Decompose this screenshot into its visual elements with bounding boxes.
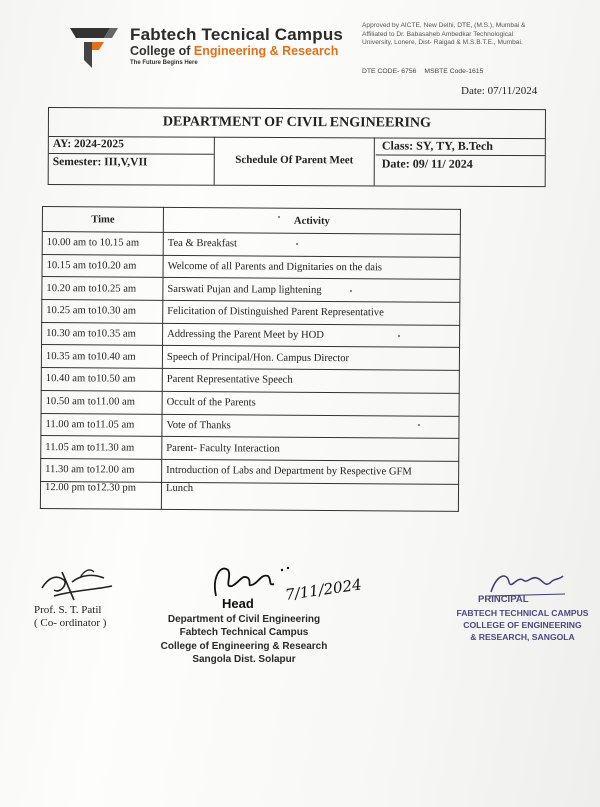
table-row [41, 413, 459, 439]
header-box [48, 107, 546, 187]
table-row [41, 390, 459, 416]
principal-stamp-line-2: COLLEGE OF ENGINEERING [463, 620, 582, 630]
table-row [41, 368, 459, 394]
time-cell: 12.00 pm to12.30 pm [40, 481, 161, 509]
activity-cell: Felicitation of Distinguished Parent Representative [163, 300, 460, 325]
time-cell: 10.00 am to 10.15 am [42, 232, 163, 256]
coordinator-role: ( Co- ordinator ) [34, 617, 107, 629]
activity-cell: Tea & Breakfast [163, 232, 460, 257]
activity-cell: Parent Representative Speech [162, 368, 459, 393]
class-info: Class: SY, TY, B.Tech [376, 137, 545, 156]
coordinator-name: Prof. S. T. Patil [34, 604, 102, 616]
header-right-cell [376, 137, 545, 186]
paper-speck [278, 216, 280, 218]
meet-date: Date: 09/ 11/ 2024 [381, 156, 473, 171]
academic-year: AY: 2024-2025 [49, 136, 214, 155]
time-cell: 10.20 am to10.25 am [42, 277, 163, 301]
activity-cell: Parent- Faculty Interaction [162, 437, 459, 462]
table-row [41, 345, 459, 371]
time-cell: 10.40 am to10.50 am [41, 368, 162, 392]
college-name [130, 44, 338, 58]
time-cell: 10.15 am to10.20 am [42, 254, 163, 278]
department-title: DEPARTMENT OF CIVIL ENGINEERING [49, 108, 545, 139]
activity-cell: Welcome of all Parents and Dignitaries on the dais [163, 255, 460, 280]
msbte-code: MSBTE Code-1615 [424, 68, 484, 75]
head-line-location: Sangola Dist. Solapur [192, 654, 296, 665]
head-line-campus: Fabtech Technical Campus [179, 627, 309, 638]
institute-name: Fabtech Tecnical Campus [130, 25, 344, 44]
approval-text: Approved by AICTE, New Delhi, DTE, (M.S.), Mumbai & Affiliated to Dr. Babasaheb Ambedkar Technological University, Lonere, Dist- Raigad & M.S.B.T.E., Mumbai. [362, 22, 526, 47]
header-left-cell [49, 136, 215, 185]
college-prefix: College of [130, 44, 194, 58]
table-row [42, 322, 460, 348]
time-cell: 10.35 am to10.40 am [41, 345, 162, 369]
time-cell: 10.50 am to11.00 am [41, 390, 162, 414]
head-label: Head [222, 596, 254, 611]
paper-speck [350, 290, 352, 292]
table-row [42, 232, 460, 258]
activity-cell: Vote of Thanks [162, 414, 459, 439]
activity-cell: Addressing the Parent Meet by HOD [163, 323, 460, 348]
letter-date: Date: 07/11/2024 [461, 85, 538, 97]
principal-stamp-line-1: FABTECH TECHNICAL CAMPUS [456, 608, 589, 618]
time-cell: 11.05 am to11.30 am [41, 436, 162, 460]
time-cell: 11.30 am to12.00 am [41, 458, 162, 482]
schedule-body [40, 232, 460, 511]
schedule-table [40, 206, 461, 511]
table-row [41, 458, 459, 484]
time-column-header: Time [42, 207, 163, 233]
table-row [42, 277, 460, 303]
activity-cell: Occult of the Parents [162, 391, 459, 416]
dte-code: DTE CODE- 6756 [362, 68, 417, 75]
paper-speck [296, 243, 298, 245]
schedule-title: Schedule Of Parent Meet [215, 137, 375, 186]
activity-cell: Speech of Principal/Hon. Campus Director [162, 346, 459, 371]
tagline: The Future Begins Here [130, 60, 198, 66]
time-cell: 10.25 am to10.30 am [42, 300, 163, 324]
fabtech-logo [70, 24, 126, 70]
coordinator-signature [34, 560, 124, 605]
activity-column-header: Activity [163, 207, 460, 234]
head-line-college: College of Engineering & Research [160, 641, 328, 652]
table-row [41, 436, 459, 462]
head-handwritten-date: 7/11/2024 [284, 575, 363, 604]
table-row [40, 481, 458, 511]
principal-title: PRINCIPAL [478, 594, 529, 605]
table-row [42, 300, 460, 326]
activity-cell: Sarswati Pujan and Lamp lightening [163, 278, 460, 303]
table-row [42, 254, 460, 280]
activity-cell: Introduction of Labs and Department by Respective GFM [162, 459, 459, 484]
time-cell: 10.30 am to10.35 am [42, 322, 163, 346]
table-header-row [42, 207, 460, 235]
paper-speck [418, 424, 420, 426]
institute-codes [362, 68, 483, 75]
activity-cell: Lunch [161, 482, 458, 511]
college-highlight: Engineering & Research [193, 44, 339, 58]
head-line-department: Department of Civil Engineering [167, 614, 321, 625]
paper-speck [398, 335, 400, 337]
principal-stamp-line-3: & RESEARCH, SANGOLA [470, 632, 575, 642]
time-cell: 11.00 am to11.05 am [41, 413, 162, 437]
semester: Semester: III,V,VII [52, 156, 148, 169]
